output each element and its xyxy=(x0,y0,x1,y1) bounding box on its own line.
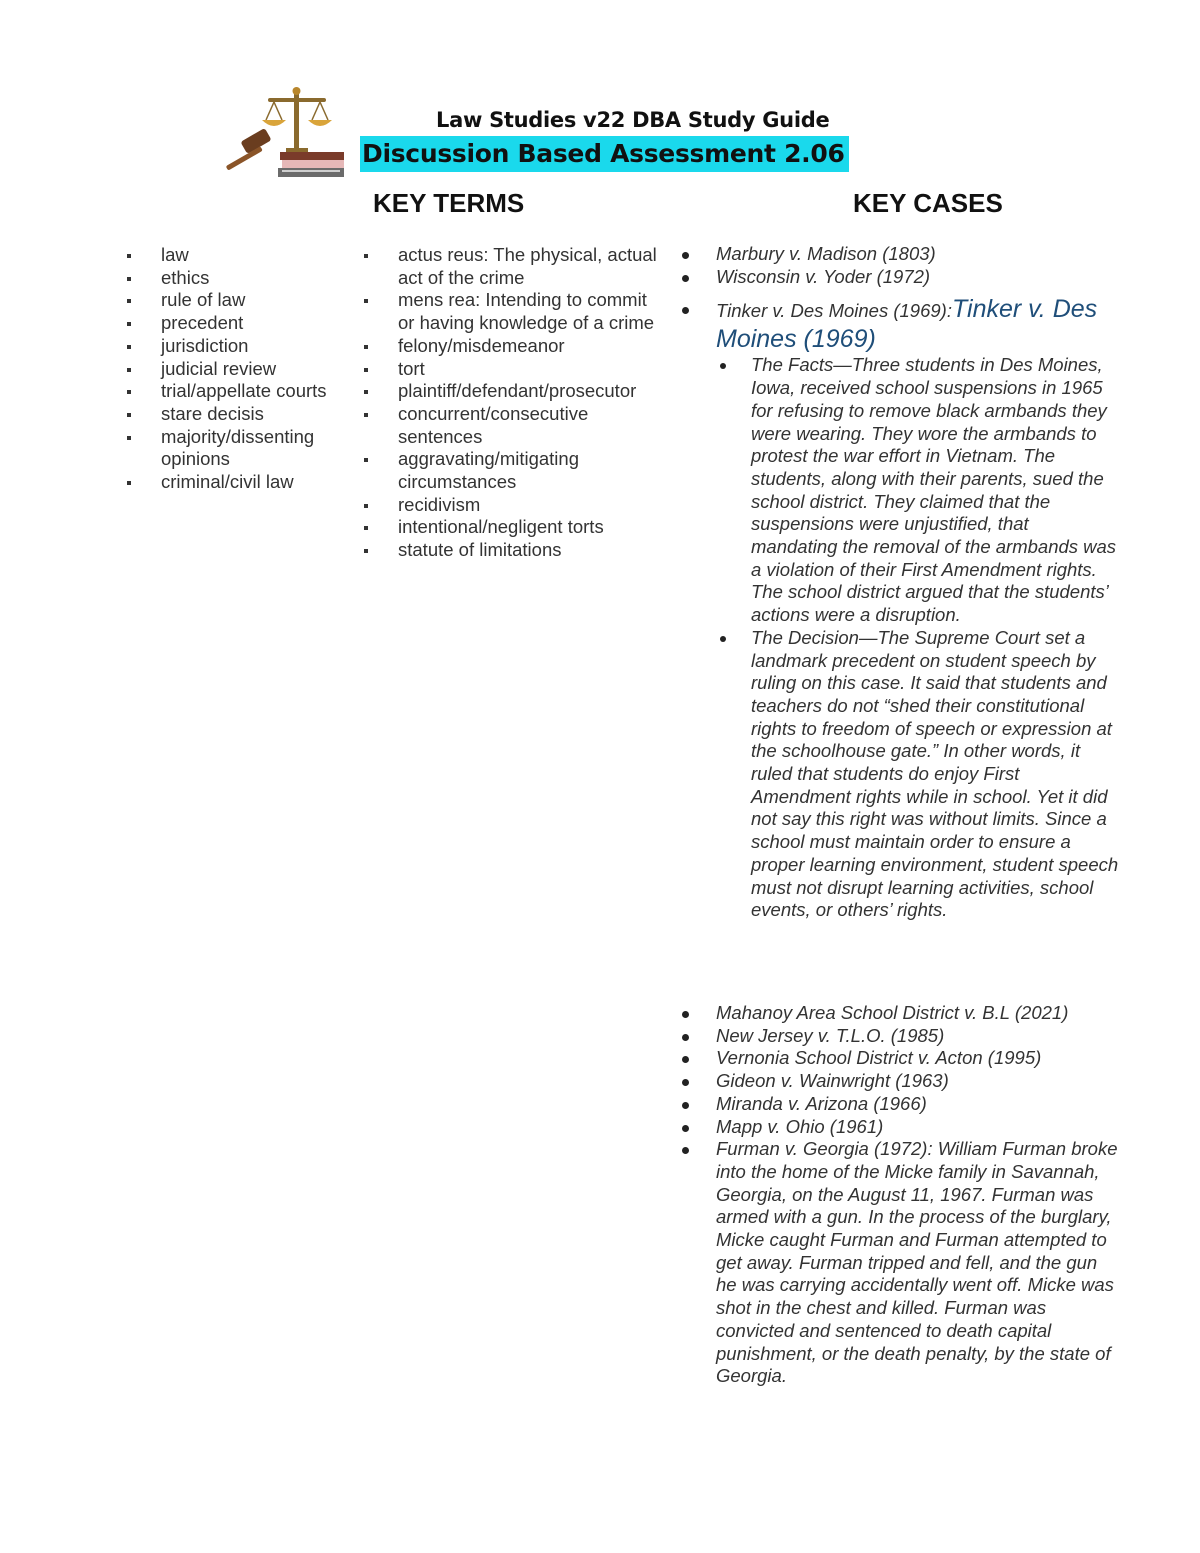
list-item: mens rea: Intending to commit or having knowledge of a crime xyxy=(361,289,661,334)
scales-gavel-books-icon xyxy=(222,86,358,180)
list-item: Gideon v. Wainwright (1963) xyxy=(680,1070,1120,1093)
list-item: Furman v. Georgia (1972): William Furman broke into the home of the Micke family in Savannah, Georgia, on the August 11, 1967. Furman was armed with a gun. In the process of the burglary, Micke caught Furman and Furman attempted to get away. Furman tripped and fell, and the gun he was carrying accidentally went off. Micke was shot in the chest and killed. Furman was convicted and sentenced to death capital punishment, or the death penalty, by the state of Georgia. xyxy=(680,1138,1120,1388)
tinker-details xyxy=(716,354,1120,922)
tinker-label: Tinker v. Des Moines (1969): xyxy=(716,300,952,322)
key-terms-list-2 xyxy=(361,244,661,562)
list-item: Marbury v. Madison (1803) xyxy=(680,243,1120,266)
list-item: trial/appellate courts xyxy=(124,380,354,403)
list-item: statute of limitations xyxy=(361,539,661,562)
key-terms-list-1 xyxy=(124,244,354,494)
list-item: recidivism xyxy=(361,494,661,517)
key-cases-list xyxy=(680,243,1120,922)
key-cases-heading: KEY CASES xyxy=(853,188,1003,218)
tinker-link[interactable]: Tinker v. Des Moines (1969) xyxy=(716,295,1098,354)
list-item: ethics xyxy=(124,267,354,290)
key-terms-heading: KEY TERMS xyxy=(373,188,525,218)
tinker-facts: The Facts—Three students in Des Moines, Iowa, received school suspensions in 1965 for refusing to remove black armbands they were wearing. They wore the armbands to protest the war effort in Vietnam. The students, along with their parents, sued the school district. They claimed that the suspensions were unjustified, that mandating the removal of the armbands was a violation of their First Amendment rights. The school district argued that the students’ actions were a disruption. xyxy=(716,354,1120,626)
list-item: felony/misdemeanor xyxy=(361,335,661,358)
list-item: Mapp v. Ohio (1961) xyxy=(680,1116,1120,1139)
key-cases-list-2 xyxy=(680,1002,1120,1388)
list-item: stare decisis xyxy=(124,403,354,426)
list-item: Miranda v. Arizona (1966) xyxy=(680,1093,1120,1116)
list-item: criminal/civil law xyxy=(124,471,354,494)
list-item: jurisdiction xyxy=(124,335,354,358)
list-item: tort xyxy=(361,358,661,381)
list-item: law xyxy=(124,244,354,267)
list-item: concurrent/consecutive sentences xyxy=(361,403,661,448)
document-title: Law Studies v22 DBA Study Guide xyxy=(436,108,830,132)
list-item: Mahanoy Area School District v. B.L (2021) xyxy=(680,1002,1120,1025)
list-item: aggravating/mitigating circumstances xyxy=(361,448,661,493)
list-item: majority/dissenting opinions xyxy=(124,426,354,471)
list-item: New Jersey v. T.L.O. (1985) xyxy=(680,1025,1120,1048)
list-item-tinker xyxy=(680,294,1120,922)
list-item: Vernonia School District v. Acton (1995) xyxy=(680,1047,1120,1070)
list-item: rule of law xyxy=(124,289,354,312)
list-item: intentional/negligent torts xyxy=(361,516,661,539)
list-item: plaintiff/defendant/prosecutor xyxy=(361,380,661,403)
list-item: precedent xyxy=(124,312,354,335)
document-subtitle: Discussion Based Assessment 2.06 xyxy=(360,136,849,172)
list-item: judicial review xyxy=(124,358,354,381)
list-item: actus reus: The physical, actual act of the crime xyxy=(361,244,661,289)
tinker-decision: The Decision—The Supreme Court set a landmark precedent on student speech by ruling on this case. It said that students and teachers do not “shed their constitutional rights to freedom of speech or expression at the schoolhouse gate.” In other words, it ruled that students do enjoy First Amendment rights while in school. Yet it did not say this right was without limits. Since a school must maintain order to ensure a proper learning environment, student speech must not disrupt learning activities, school events, or others’ rights. xyxy=(716,627,1120,922)
list-item: Wisconsin v. Yoder (1972) xyxy=(680,266,1120,289)
